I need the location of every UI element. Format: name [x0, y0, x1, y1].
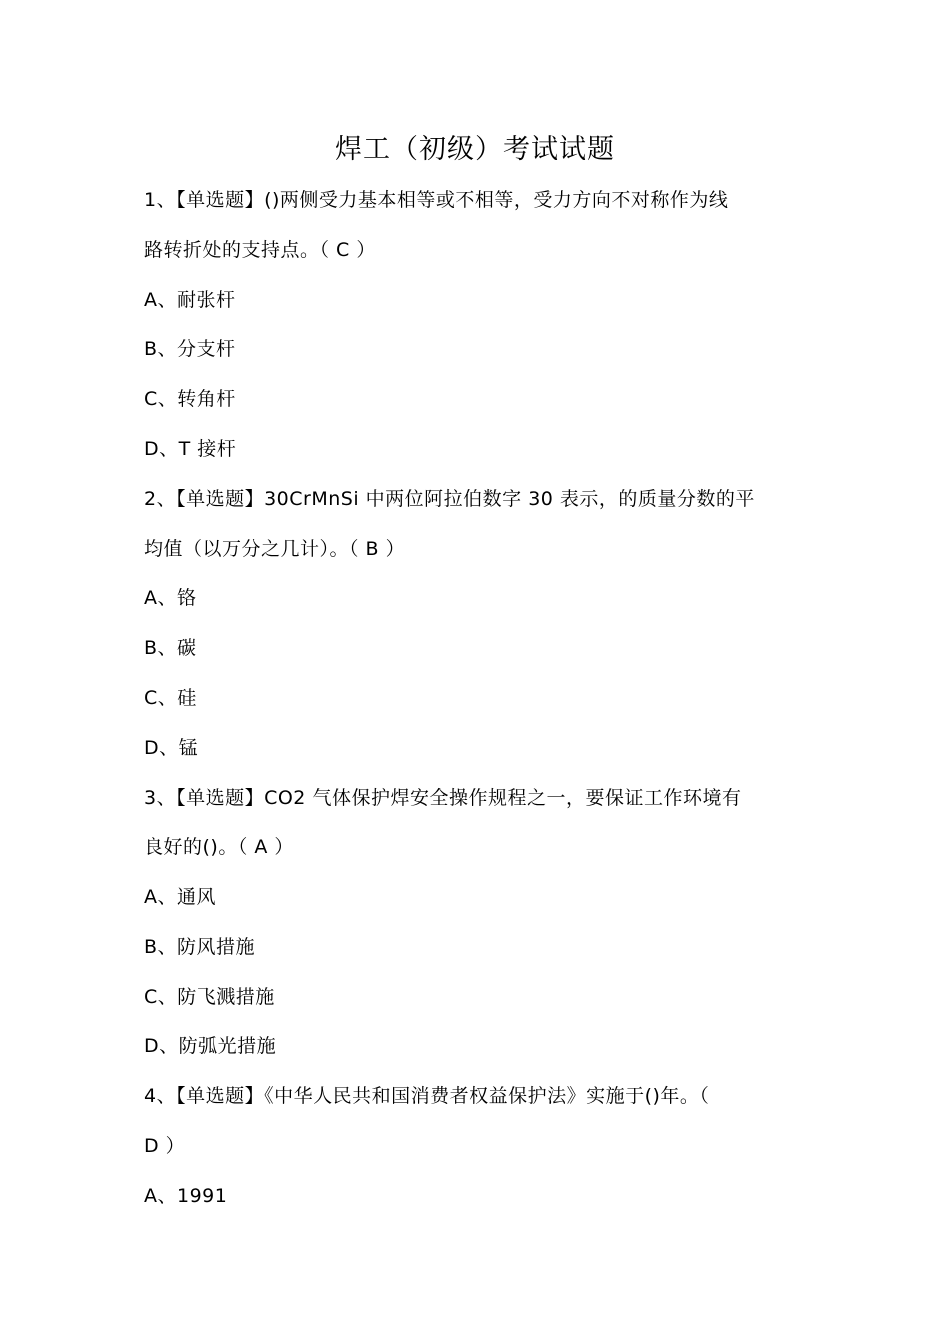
q3-option-b: B、防风措施	[144, 936, 256, 958]
q2-option-c: C、硅	[144, 687, 197, 709]
q3-stem-line1: 3、【单选题】CO2 气体保护焊安全操作规程之一，要保证工作环境有	[144, 787, 742, 809]
q2-option-d: D、锰	[144, 737, 199, 759]
q2-option-b: B、碳	[144, 637, 197, 659]
q1-stem-line2: 路转折处的支持点。（ C ）	[144, 239, 376, 261]
q2-stem-line2: 均值（以万分之几计）。（ B ）	[144, 538, 406, 560]
q1-stem-line1: 1、【单选题】()两侧受力基本相等或不相等，受力方向不对称作为线	[144, 189, 729, 211]
q1-option-b: B、分支杆	[144, 338, 236, 360]
q2-option-a: A、铬	[144, 587, 197, 609]
q3-option-c: C、防飞溅措施	[144, 986, 275, 1008]
q4-stem-line2: D ）	[144, 1135, 186, 1157]
q2-stem-line1: 2、【单选题】30CrMnSi 中两位阿拉伯数字 30 表示，的质量分数的平	[144, 488, 755, 510]
document-title: 焊工（初级）考试试题	[335, 134, 615, 165]
q1-option-d: D、T 接杆	[144, 438, 237, 460]
q1-option-a: A、耐张杆	[144, 289, 236, 311]
q3-option-d: D、防弧光措施	[144, 1035, 277, 1057]
q4-option-a: A、1991	[144, 1185, 228, 1207]
q3-option-a: A、通风	[144, 886, 216, 908]
q4-stem-line1: 4、【单选题】《中华人民共和国消费者权益保护法》实施于()年。（	[144, 1085, 710, 1107]
q1-option-c: C、转角杆	[144, 388, 236, 410]
q3-stem-line2: 良好的()。（ A ）	[144, 836, 294, 858]
